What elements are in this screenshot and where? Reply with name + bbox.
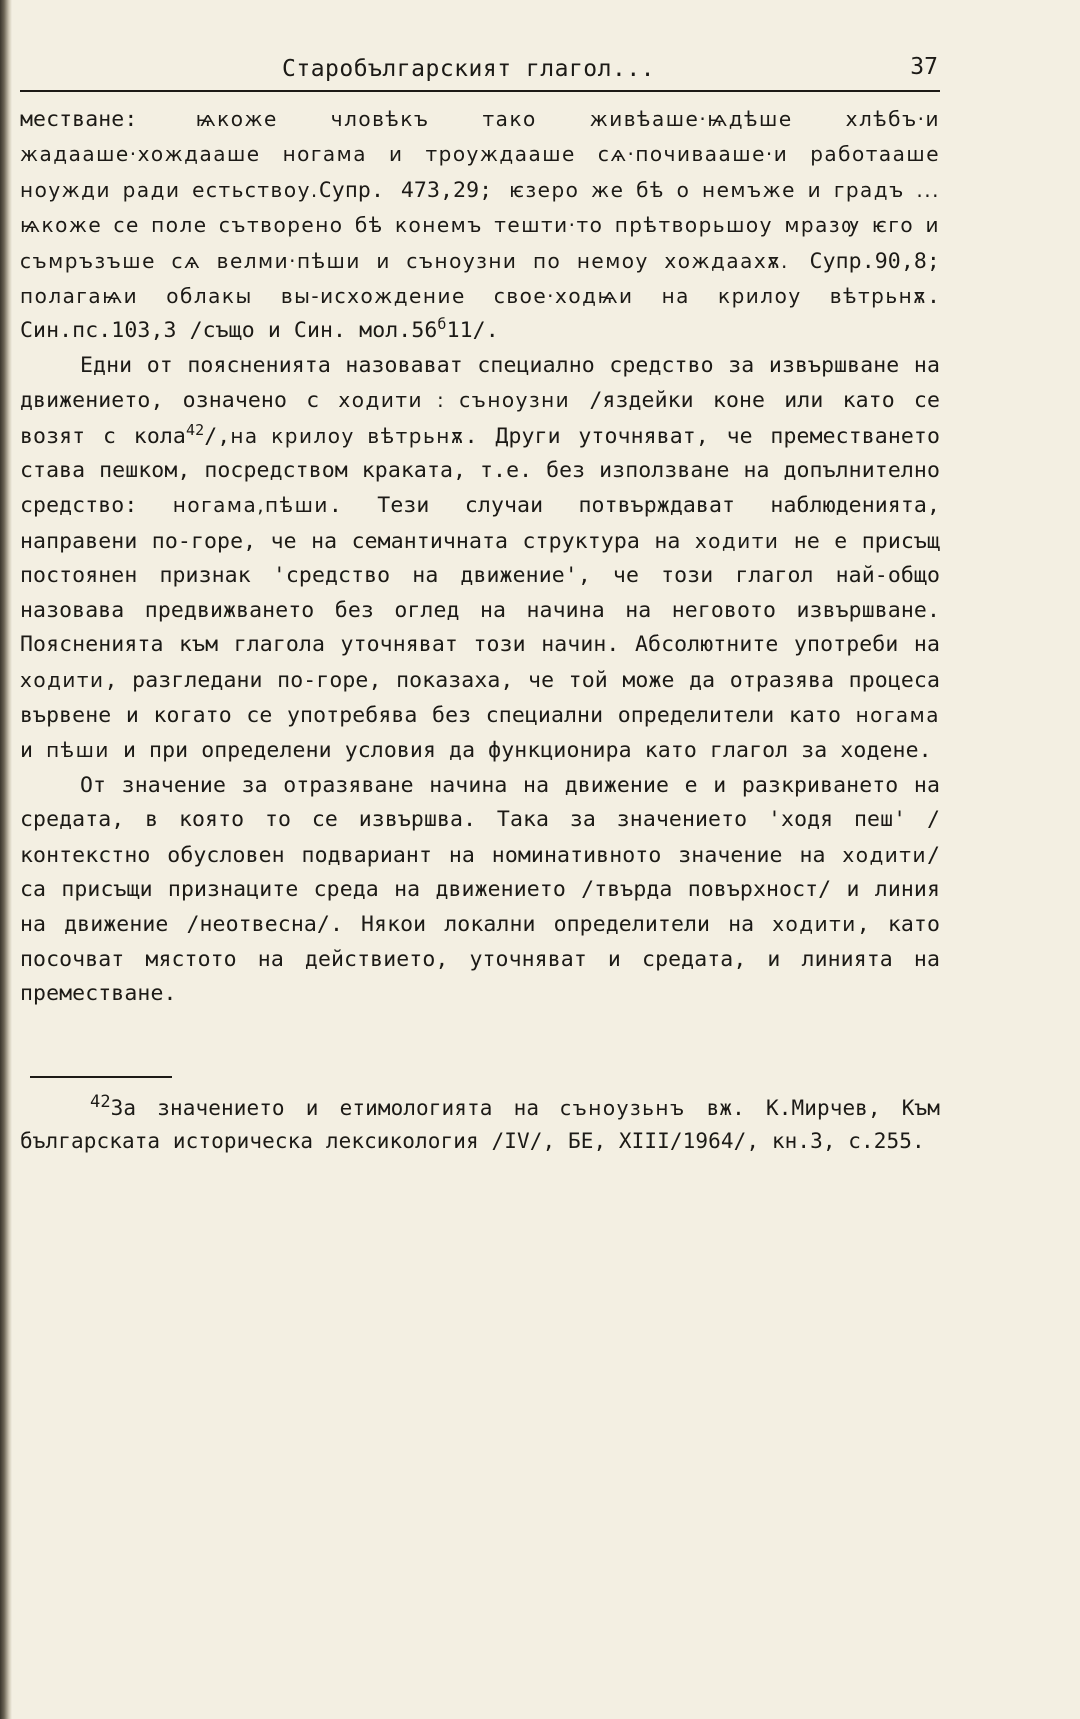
text-run: , като посочват мястото на действието, уточняват и средата, и линията на преместване. [20, 912, 940, 1007]
old-bulgarian-quote: ѥзеро же бѣ о немъже и градъ ... ѩкоже се поле сътворено бѣ конемъ тешти·то прѣтворьшоу мразѹ ѥго и съмръзъше сѧ велми·пѣши и съноузни по немоу хождаахѫ. [20, 177, 941, 273]
footnote [20, 1086, 940, 1158]
text-run: /яздейки коне или като се возят с кола [20, 388, 941, 449]
running-title: Старобългарският глагол... [282, 56, 656, 82]
running-header [20, 56, 940, 92]
footnote-separator [30, 1076, 172, 1078]
old-bulgarian-quote: ногама [855, 702, 940, 727]
paragraph-environment [20, 769, 940, 1012]
old-bulgarian-quote: пѣши [46, 738, 110, 763]
text-run: местване: [20, 107, 196, 132]
old-bulgarian-quote: полагаѩи облакы вы-исхождение свое·ходѩи на крилоу вѣтрьнѫ [20, 284, 927, 309]
superscript: б [437, 315, 447, 334]
paragraph-means-of-motion [20, 349, 940, 769]
old-bulgarian-quote: ходити [694, 528, 780, 553]
main-text [20, 102, 940, 1012]
text-run: вж. К.Мирчев, Към българската историческа лексикология /IV/, БЕ, XIII/1964/, кн.3, с.255. [20, 1095, 940, 1153]
text-run: Едни от поясненията назовават специално средство за извършване на движението, означено с [20, 352, 940, 414]
text-run: / са присъщи признаците среда на движението /твърда повърхност/ и линия на движение /неотвесна/. Някои локални определители на [20, 842, 940, 938]
text-run: . Тези случаи потвърждават наблюденията, направени по-горе, че на семантичната структура на [20, 493, 940, 554]
old-bulgarian-quote: ходити [842, 842, 927, 867]
book-page [20, 56, 940, 1158]
paragraph-examples [20, 102, 940, 349]
text-run: Супр.90,8; [788, 248, 940, 274]
text-run: . Други уточняват, че преместването става пешком, посредством краката, т.е. без използване на допълнително средство: [20, 423, 941, 519]
old-bulgarian-quote: на крилоу вѣтрьнѫ [230, 423, 465, 448]
text-run: Супр. 473,29; [318, 177, 510, 203]
old-bulgarian-quote: ходити [772, 912, 857, 937]
text-run: и [20, 738, 47, 764]
text-run: 11/. [446, 318, 499, 344]
old-bulgarian-quote: съноузьнъ [560, 1095, 686, 1120]
text-run: От значение за отразяване начина на движение е и разкриването на средата, в която то се извършва. Така за значението 'ходя пеш' /контекстно обусловен подвариант на номинативното значение на [20, 772, 940, 868]
page-binding-edge [0, 0, 12, 1719]
page-number: 37 [910, 54, 938, 80]
text-run: не е присъщ постоянен признак 'средство на движение', че този глагол най-общо назовава предвижването без оглед на начина на неговото извършване. Поясненията към глагола уточняват този начин. Абсолютните употреби на [20, 528, 941, 658]
text-run: , разгледани по-горе, показаха, че той може да отразява процеса вървене и когато се употребява без специални определители като [20, 667, 940, 728]
text-run: . Син.пс.103,3 /също и Син. мол.56 [20, 284, 940, 344]
old-bulgarian-quote: ходити [20, 667, 105, 692]
old-bulgarian-quote: ходити : съноузни [338, 388, 571, 413]
superscript: 42 [185, 420, 205, 439]
old-bulgarian-quote: ѩкоже чловѣкъ тако живѣаше·ѩдѣше хлѣбъ·и жадааше·хождааше ногама и троуждааше сѧ·почиваашe·и работааше ноужди ради естьствоу. [20, 107, 940, 202]
text-run: и при определени условия да функционира като глагол за ходене. [109, 738, 932, 764]
text-run: /, [204, 423, 231, 449]
old-bulgarian-quote: ногама,пѣши [172, 493, 329, 518]
footnote-number: 42 [90, 1091, 111, 1112]
text-run: За значението и етимологията на [110, 1095, 561, 1120]
